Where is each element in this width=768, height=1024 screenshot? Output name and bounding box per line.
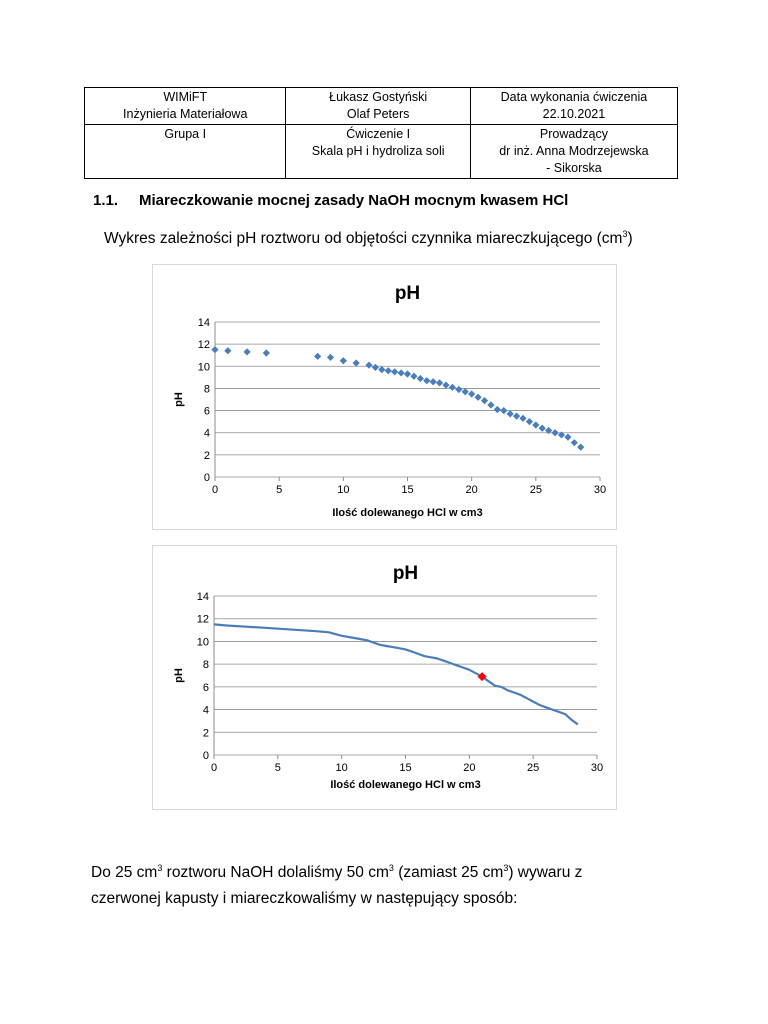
data-point [571,439,578,446]
faculty-name: WIMiFT [163,90,208,104]
data-point [404,370,411,377]
data-point [436,379,443,386]
para-sup-3: 3 [503,862,509,873]
data-point [455,386,462,393]
header-cell-group [85,125,286,179]
x-tick-label: 5 [274,762,281,774]
exercise-number: Ćwiczenie I [346,127,411,141]
x-tick-label: 30 [590,762,604,774]
para-sup-1: 3 [157,862,163,873]
data-point [365,362,372,369]
x-tick-label: 20 [465,484,478,496]
chart-scatter-container [152,264,617,530]
data-point [397,369,404,376]
caption-end: ) [627,230,633,247]
data-point [417,375,424,382]
para-part-4: ) wywaru z czerwonej kapusty i miareczkowaliśmy w następujący sposób: [91,864,583,907]
data-point [526,418,533,425]
y-tick-label: 4 [202,704,209,717]
author-2: Olaf Peters [346,107,410,121]
data-point [353,359,360,366]
header-row-2 [85,125,678,179]
x-tick-label: 10 [337,484,350,496]
data-point [532,421,539,428]
data-point [430,378,437,385]
x-tick-label: 10 [335,762,348,774]
section-number: 1.1. [93,192,119,209]
x-tick-label: 25 [529,484,542,496]
data-point [519,415,526,422]
y-tick-label: 14 [197,317,210,329]
y-tick-label: 8 [203,383,210,396]
y-tick-label: 12 [197,339,210,352]
data-point [481,397,488,404]
data-point [211,346,218,353]
data-point [442,382,449,389]
data-point [507,410,514,417]
header-row-1 [85,88,678,125]
data-point [462,388,469,395]
data-point [423,377,430,384]
data-point [385,367,392,374]
header-cell-faculty [85,88,286,125]
y-tick-label: 6 [203,405,210,418]
supervisor-name-cont: - Sikorska [546,161,602,175]
author-1: Łukasz Gostyński [329,90,428,104]
data-point [340,357,347,364]
x-axis-label: Ilość dolewanego HCl w cm3 [330,779,481,791]
caption-sup: 3 [622,228,628,239]
data-point [327,354,334,361]
chart-title: pH [392,563,419,584]
y-tick-label: 0 [202,750,209,762]
data-point [500,407,507,414]
x-tick-label: 20 [463,762,476,774]
para-sup-2: 3 [388,862,394,873]
y-tick-label: 10 [197,361,210,374]
data-point [487,401,494,408]
y-tick-label: 0 [203,472,210,484]
y-tick-label: 8 [202,659,209,672]
y-axis-label: pH [173,668,185,683]
x-tick-label: 0 [210,762,218,774]
data-point [449,384,456,391]
chart-scatter [153,265,616,529]
y-tick-label: 4 [203,427,210,440]
date-value: 22.10.2021 [542,107,606,121]
x-tick-label: 15 [401,484,414,496]
x-tick-label: 0 [211,484,219,496]
y-tick-label: 2 [203,449,210,462]
data-point [378,366,385,373]
x-tick-label: 15 [399,762,412,774]
supervisor-label: Prowadzący [539,127,608,141]
data-point [391,368,398,375]
y-tick-label: 6 [202,681,209,694]
data-point [314,353,321,360]
caption-text: Wykres zależności pH roztworu od objętości czynnika miareczkującego (cm [104,230,623,247]
field-of-study: Inżynieria Materiałowa [123,107,248,121]
data-point [494,406,501,413]
data-point [468,390,475,397]
chart-caption [104,230,633,248]
group-name: Grupa I [164,127,207,141]
x-axis-label: Ilość dolewanego HCl w cm3 [332,507,483,519]
section-heading [93,192,568,209]
header-cell-exercise [286,125,470,179]
body-paragraph [91,860,651,912]
y-axis-label: pH [173,392,185,407]
x-tick-label: 30 [593,484,607,496]
chart-title: pH [394,283,421,304]
x-tick-label: 5 [276,484,283,496]
data-point [564,434,571,441]
exercise-title: Skala pH i hydroliza soli [311,144,445,158]
chart-line [153,546,616,809]
data-point [513,413,520,420]
date-label: Data wykonania ćwiczenia [500,90,648,104]
header-cell-date [470,88,677,125]
data-point [539,425,546,432]
header-cell-authors [286,88,470,125]
data-point [243,348,250,355]
y-tick-label: 2 [202,727,209,740]
data-point [551,429,558,436]
para-part-2: roztworu NaOH dolaliśmy 50 cm [162,864,389,881]
para-part-1: Do 25 cm [91,864,158,881]
y-tick-label: 12 [196,613,209,626]
data-point [577,444,584,451]
x-tick-label: 25 [527,762,540,774]
chart-line-container [152,545,617,810]
data-point [224,347,231,354]
supervisor-name: dr inż. Anna Modrzejewska [499,144,649,158]
y-tick-label: 14 [196,591,209,603]
para-part-3: (zamiast 25 cm [393,864,504,881]
header-table [84,87,678,179]
data-point [372,364,379,371]
header-cell-supervisor [470,125,677,179]
section-title: Miareczkowanie mocnej zasady NaOH mocnym kwasem HCl [139,192,569,209]
y-tick-label: 10 [196,636,209,649]
data-point [410,373,417,380]
data-point [474,394,481,401]
data-point [263,349,270,356]
